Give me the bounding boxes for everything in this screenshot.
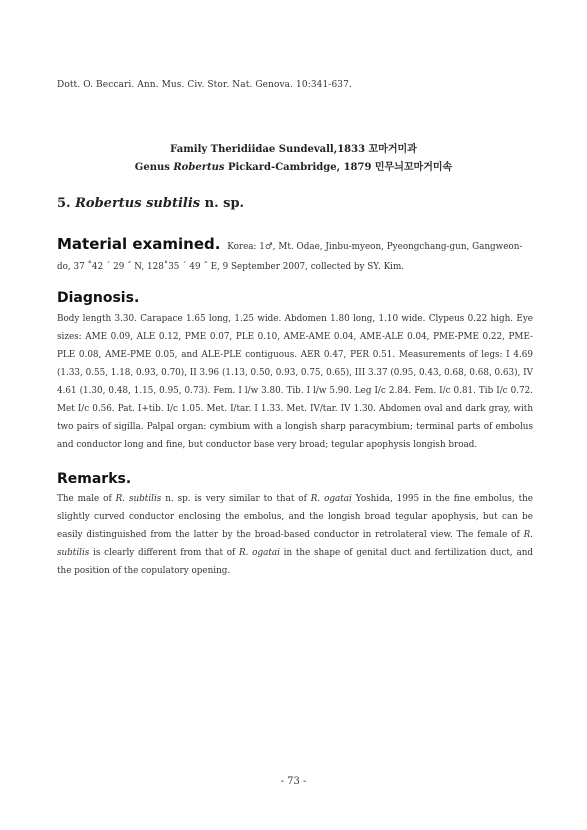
species-name-italic: R. ogatai xyxy=(310,494,352,504)
remarks-text xyxy=(57,490,533,580)
species-name-italic: R. subtilis xyxy=(115,494,162,504)
remarks-text-part: The male of xyxy=(57,494,116,504)
remarks-text-part: Yoshida, 1995 in the fine embolus, the slightly curved conductor enclosing the embolus, and the longish broad tegular apophysis, but can be easily distinguished from the latter by the broad-based conductor in retrolateral view. The female of xyxy=(57,494,533,540)
genus-name: Robertus xyxy=(173,162,225,173)
remarks-text-part: n. sp. is very similar to that of xyxy=(161,494,311,504)
species-name: Robertus subtilis xyxy=(75,196,201,211)
species-number: 5. xyxy=(57,196,76,211)
family-heading: Family Theridiidae Sundevall,1833 꼬마거미과 xyxy=(170,144,417,155)
species-heading xyxy=(57,196,244,211)
reference-line: Dott. O. Beccari. Ann. Mus. Civ. Stor. Nat. Genova. 10:341-637. xyxy=(57,80,352,90)
page-number: - 73 - xyxy=(280,776,307,787)
material-examined-heading: Material examined. xyxy=(57,235,221,253)
genus-suffix: Pickard-Cambridge, 1879 민무늬꼬마거미속 xyxy=(224,162,453,173)
species-name-italic: R. ogatai xyxy=(239,548,280,558)
remarks-text-part: is clearly different from that of xyxy=(89,548,240,558)
remarks-text-part: in the shape of genital duct and fertilization duct, and the position of the copulatory opening. xyxy=(57,548,533,576)
material-examined-section xyxy=(57,234,535,277)
diagnosis-text: Body length 3.30. Carapace 1.65 long, 1.25 wide. Abdomen 1.80 long, 1.10 wide. Clypeus 0.22 high. Eye sizes: AME 0.09, ALE 0.12, PME 0.07, PLE 0.10, AME-AME 0.04, AME-ALE 0.04, PME-PME 0.22, PME-PLE 0.08, AME-PME 0.05, and ALE-PLE contiguous. AER 0.47, PER 0.51. Measurements of legs: I 4.69 (1.33, 0.55, 1.18, 0.93, 0.70), II 3.96 (1.13, 0.50, 0.93, 0.75, 0.65), III 3.37 (0.95, 0.43, 0.68, 0.68, 0.63), IV 4.61 (1.30, 0.48, 1.15, 0.95, 0.73). Fem. I l/w 3.80. Tib. I l/w 5.90. Leg I/c 2.84. Fem. I/c 0.81. Tib I/c 0.72. Met I/c 0.56. Pat. I+tib. I/c 1.05. Met. I/tar. I 1.33. Met. IV/tar. IV 1.30. Abdomen oval and dark gray, with two pairs of sigilla. Palpal organ: cymbium with a longish sharp paracymbium; terminal parts of embolus and conductor long and fine, but conductor base very broad; tegular apophysis longish broad. xyxy=(57,314,533,450)
genus-prefix: Genus xyxy=(134,162,174,173)
species-name-italic: R. subtilis xyxy=(57,530,533,558)
material-examined-text: Korea: 1♂, Mt. Odae, Jinbu-myeon, Pyeongchang-gun, Gangweon-do, 37 ˚42 ´ 29 ˝ N, 128˚35 ´ 49 ˝ E, 9 September 2007, collected by SY. Kim. xyxy=(57,242,523,272)
diagnosis-heading: Diagnosis. xyxy=(57,290,140,306)
genus-heading xyxy=(0,158,587,173)
species-suffix: n. sp. xyxy=(200,196,245,211)
remarks-heading: Remarks. xyxy=(57,471,132,487)
